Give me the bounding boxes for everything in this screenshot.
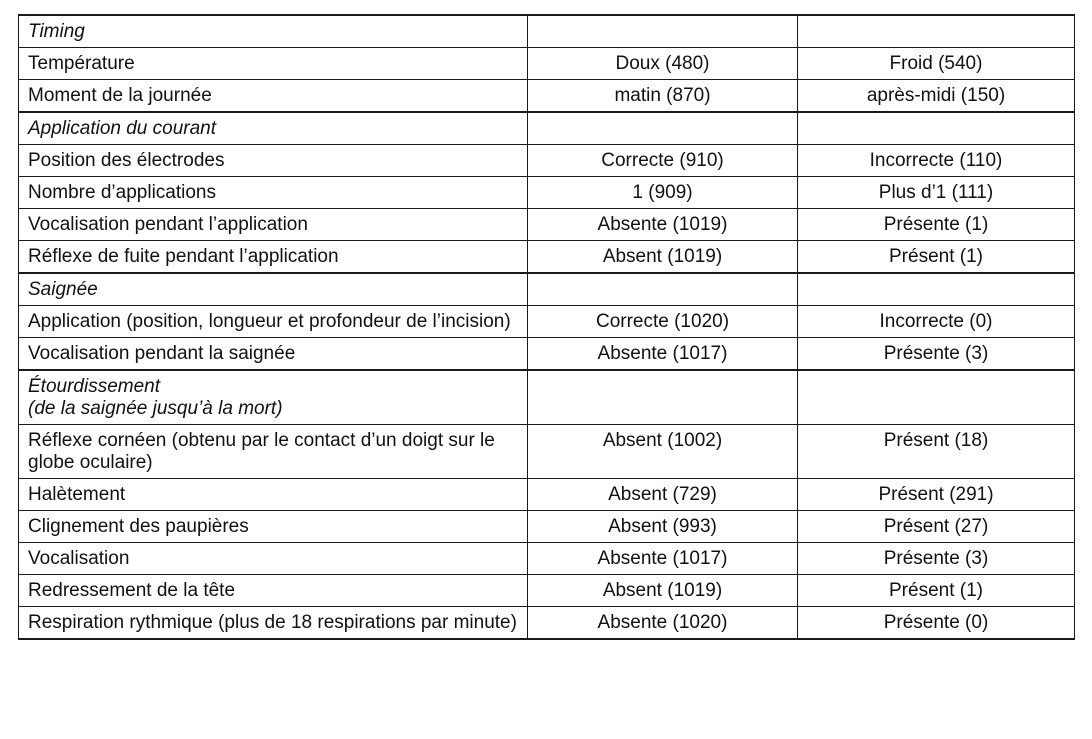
table-row bbox=[19, 48, 1075, 80]
section-subtitle: (de la saignée jusqu’à la mort) bbox=[28, 398, 283, 419]
value-cell-a: Absente (1019) bbox=[528, 209, 798, 241]
empty-cell bbox=[528, 370, 798, 425]
row-label: Halètement bbox=[19, 479, 528, 511]
value-cell-b: Incorrecte (0) bbox=[798, 306, 1075, 338]
value-cell-a: Doux (480) bbox=[528, 48, 798, 80]
table-row bbox=[19, 306, 1075, 338]
table-row bbox=[19, 177, 1075, 209]
value-cell-a: 1 (909) bbox=[528, 177, 798, 209]
empty-cell bbox=[528, 273, 798, 306]
row-label: Moment de la journée bbox=[19, 80, 528, 113]
value-cell-a: Absent (1019) bbox=[528, 241, 798, 274]
empty-cell bbox=[798, 15, 1075, 48]
section-title: Saignée bbox=[19, 273, 528, 306]
section-title: Étourdissement bbox=[28, 376, 161, 397]
value-cell-a: Absent (729) bbox=[528, 479, 798, 511]
value-cell-b: Présent (18) bbox=[798, 425, 1075, 479]
value-cell-a: Absent (993) bbox=[528, 511, 798, 543]
table-row bbox=[19, 338, 1075, 371]
row-label: Vocalisation pendant la saignée bbox=[19, 338, 528, 371]
row-label: Application (position, longueur et profondeur de l’incision) bbox=[19, 306, 528, 338]
value-cell-a: Absent (1002) bbox=[528, 425, 798, 479]
empty-cell bbox=[798, 370, 1075, 425]
table-row bbox=[19, 425, 1075, 479]
value-cell-a: Absente (1017) bbox=[528, 338, 798, 371]
value-cell-b: Présente (3) bbox=[798, 543, 1075, 575]
section-title: Application du courant bbox=[19, 112, 528, 145]
row-label: Respiration rythmique (plus de 18 respirations par minute) bbox=[19, 607, 528, 640]
value-cell-b: Incorrecte (110) bbox=[798, 145, 1075, 177]
empty-cell bbox=[528, 15, 798, 48]
table-row bbox=[19, 607, 1075, 640]
value-cell-a: matin (870) bbox=[528, 80, 798, 113]
row-label: Nombre d’applications bbox=[19, 177, 528, 209]
value-cell-b: Présente (1) bbox=[798, 209, 1075, 241]
value-cell-b: Présente (0) bbox=[798, 607, 1075, 640]
row-label: Clignement des paupières bbox=[19, 511, 528, 543]
empty-cell bbox=[528, 112, 798, 145]
table-row bbox=[19, 479, 1075, 511]
section-title: Timing bbox=[19, 15, 528, 48]
table-row bbox=[19, 511, 1075, 543]
value-cell-b: Présent (291) bbox=[798, 479, 1075, 511]
observation-table bbox=[18, 14, 1075, 640]
section-header-timing bbox=[19, 15, 1075, 48]
value-cell-b: Plus d’1 (111) bbox=[798, 177, 1075, 209]
row-label: Température bbox=[19, 48, 528, 80]
section-header-saignee bbox=[19, 273, 1075, 306]
table-row bbox=[19, 543, 1075, 575]
value-cell-b: Présent (27) bbox=[798, 511, 1075, 543]
value-cell-a: Correcte (910) bbox=[528, 145, 798, 177]
section-title-cell bbox=[19, 370, 528, 425]
value-cell-b: Présente (3) bbox=[798, 338, 1075, 371]
empty-cell bbox=[798, 273, 1075, 306]
row-label: Vocalisation bbox=[19, 543, 528, 575]
row-label: Vocalisation pendant l’application bbox=[19, 209, 528, 241]
value-cell-b: Présent (1) bbox=[798, 575, 1075, 607]
table-row bbox=[19, 145, 1075, 177]
value-cell-b: après-midi (150) bbox=[798, 80, 1075, 113]
empty-cell bbox=[798, 112, 1075, 145]
value-cell-b: Froid (540) bbox=[798, 48, 1075, 80]
section-header-etourdissement bbox=[19, 370, 1075, 425]
row-label: Redressement de la tête bbox=[19, 575, 528, 607]
section-header-application bbox=[19, 112, 1075, 145]
table-row bbox=[19, 241, 1075, 274]
value-cell-b: Présent (1) bbox=[798, 241, 1075, 274]
row-label: Réflexe de fuite pendant l’application bbox=[19, 241, 528, 274]
row-label: Position des électrodes bbox=[19, 145, 528, 177]
table-row bbox=[19, 209, 1075, 241]
table-row bbox=[19, 80, 1075, 113]
value-cell-a: Absente (1017) bbox=[528, 543, 798, 575]
table-body bbox=[19, 15, 1075, 639]
value-cell-a: Correcte (1020) bbox=[528, 306, 798, 338]
row-label: Réflexe cornéen (obtenu par le contact d’un doigt sur le globe oculaire) bbox=[19, 425, 528, 479]
value-cell-a: Absent (1019) bbox=[528, 575, 798, 607]
value-cell-a: Absente (1020) bbox=[528, 607, 798, 640]
table-row bbox=[19, 575, 1075, 607]
